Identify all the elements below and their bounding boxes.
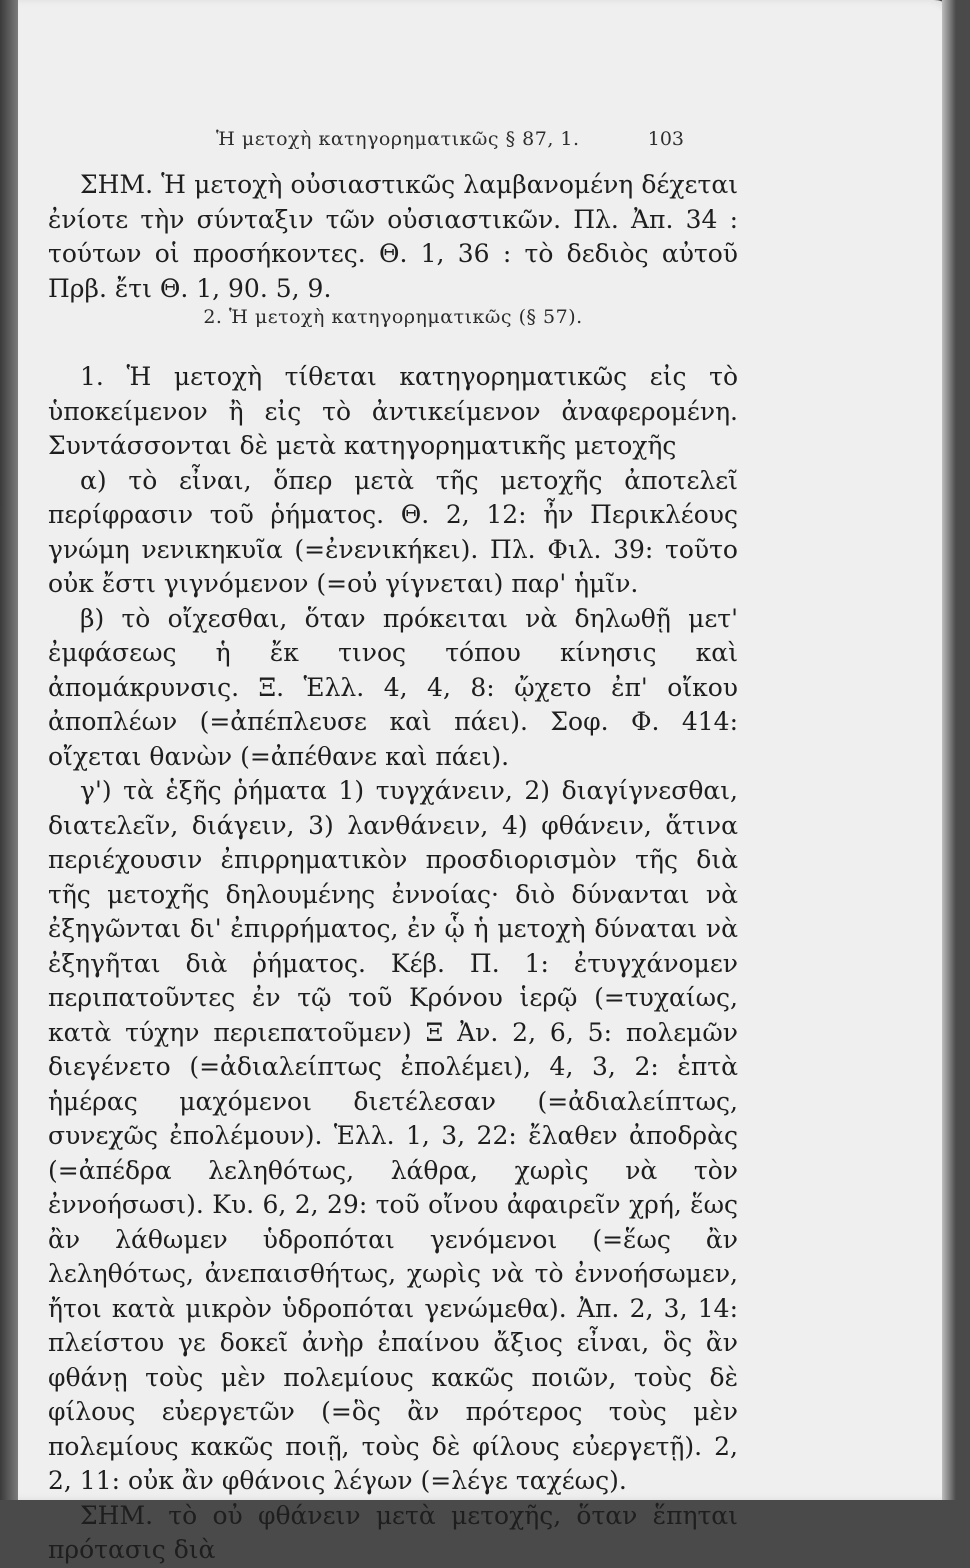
book-page <box>18 0 956 1564</box>
paragraph-1: 1. Ἡ μετοχὴ τίθεται κατηγορηματικῶς εἰς τὸ ὑποκείμενον ἢ εἰς τὸ ἀντικείμενον ἀναφερομένη. Συντάσσονται δὲ μετὰ κατηγορηματικῆς μετοχῆς <box>48 362 738 460</box>
section-title: 2. Ἡ μετοχὴ κατηγορηματικῶς (§ 57). <box>203 306 583 328</box>
note-top <box>48 168 738 306</box>
page-number: 103 <box>647 128 684 150</box>
paragraph-b: β) τὸ οἴχεσθαι, ὅταν πρόκειται νὰ δηλωθῇ μετ' ἐμφάσεως ἡ ἔκ τινος τόπου κίνησις καὶ ἀπομάκρυνσις. Ξ. Ἑλλ. 4, 4, 8: ᾤχετο ἐπ' οἴκου ἀποπλέων (=ἀπέπλευσε καὶ πάει). Σοφ. Φ. 414: οἴχεται θανὼν (=ἀπέθανε καὶ πάει). <box>48 603 738 771</box>
running-head: Ἡ μετοχὴ κατηγορηματικῶς § 87, 1. <box>216 128 580 150</box>
body-text <box>48 360 738 1568</box>
note-top-text: ΣΗΜ. Ἡ μετοχὴ οὐσιαστικῶς λαμβανομένη δέχεται ἐνίοτε τὴν σύνταξιν τῶν οὐσιαστικῶν. Πλ. Ἀπ. 34 : τούτων οἱ προσήκοντες. Θ. 1, 36 : τὸ δεδιὸς αὐτοῦ Πρβ. ἔτι Θ. 1, 90. 5, 9. <box>48 170 738 303</box>
paragraph-c: γ') τὰ ἑξῆς ῥήματα 1) τυγχάνειν, 2) διαγίγνεσθαι, διατελεῖν, διάγειν, 3) λανθάνειν, 4) φθάνειν, ἅτινα περιέχουσιν ἐπιρρηματικὸν προσδιορισμὸν τῆς διὰ τῆς μετοχῆς δηλουμένης ἐννοίας· διὸ δύνανται νὰ ἐξηγῶνται δι' ἐπιρρήματος, ἐν ᾧ ἡ μετοχὴ δύναται νὰ ἐξηγῆται διὰ ῥήματος. Κέβ. Π. 1: ἐτυγχάνομεν περιπατοῦντες ἐν τῷ τοῦ Κρόνου ἱερῷ (=τυχαίως, κατὰ τύχην περιεπατοῦμεν) Ξ Ἀν. 2, 6, 5: πολεμῶν διεγένετο (=ἀδιαλείπτως ἐπολέμει), 4, 3, 2: ἑπτὰ ἡμέρας μαχόμενοι διετέλεσαν (=ἀδιαλείπτως, συνεχῶς ἐπολέμουν). Ἑλλ. 1, 3, 22: ἔλαθεν ἀποδρὰς (=ἀπέδρα λεληθότως, λάθρα, χωρὶς νὰ τὸν ἐννοήσωσι). Κυ. 6, 2, 29: τοῦ οἴνου ἀφαιρεῖν χρή, ἕως ἂν λάθωμεν ὑδροπόται γενόμενοι (=ἕως ἂν λεληθότως, ἀνεπαισθήτως, χωρὶς νὰ τὸ ἐννοήσωμεν, ἤτοι κατὰ μικρὸν ὑδροπόται γενώμεθα). Ἀπ. 2, 3, 14: πλείστου γε δοκεῖ ἀνὴρ ἐπαίνου ἄξιος εἶναι, ὃς ἂν φθάνῃ τοὺς μὲν πολεμίους κακῶς ποιῶν, τοὺς δὲ φίλους εὐεργετῶν (=ὃς ἂν πρότερος τοὺς μὲν πολεμίους κακῶς ποιῇ, τοὺς δὲ φίλους εὐεργετῇ). 2, 2, 11: οὐκ ἂν φθάνοις λέγων (=λέγε ταχέως). <box>48 776 738 1495</box>
paragraph-a: α) τὸ εἶναι, ὅπερ μετὰ τῆς μετοχῆς ἀποτελεῖ περίφρασιν τοῦ ῥήματος. Θ. 2, 12: ἦν Περικλέους γνώμη νενικηκυῖα (=ἐνενικήκει). Πλ. Φιλ. 39: τοῦτο οὐκ ἔστι γιγνόμενον (=οὐ γίγνεται) παρ' ἡμῖν. <box>48 465 738 598</box>
note-bottom: ΣΗΜ. τὸ οὐ φθάνειν μετὰ μετοχῆς, ὅταν ἕπηται πρότασις διὰ <box>48 1500 738 1564</box>
page-edge-shadow <box>942 0 956 1500</box>
